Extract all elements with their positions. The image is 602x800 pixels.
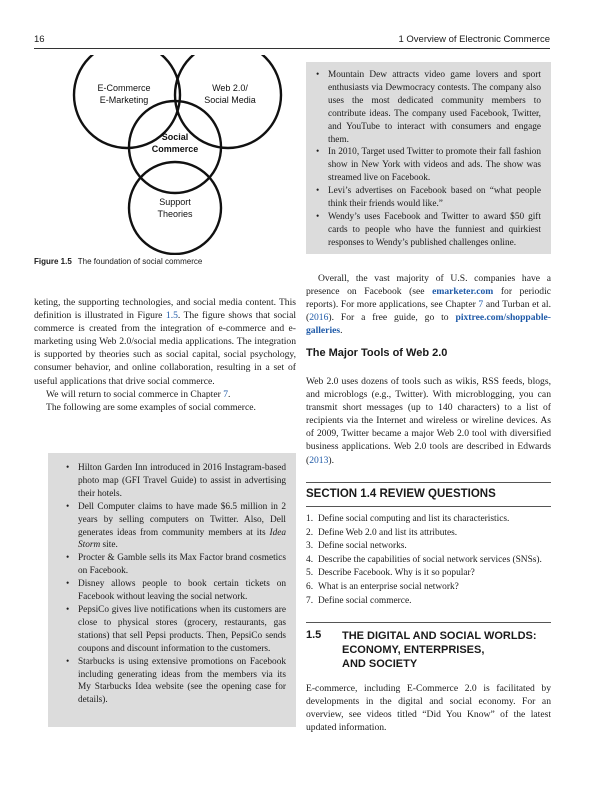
question-number: 1. [306, 514, 314, 524]
return-text: We will return to social commerce in Chapter [46, 388, 224, 400]
review-question [306, 513, 551, 527]
example-disney: • Disney allows people to book certain tickets on Facebook without leaving the social network. [78, 578, 286, 604]
question-number: 7. [306, 595, 314, 606]
review-question [306, 567, 551, 581]
dell-text: Dell Computer claims to have made $6.5 million in 2 years by selling computers on Twitter. Also, Dell generates ideas from community members at its [78, 501, 286, 538]
review-questions-list [306, 513, 551, 608]
overall-text-2: for periodic reports). For more applications, see Chapter [306, 286, 551, 311]
social-commerce-venn-diagram [60, 55, 290, 255]
overall-text-1: Overall, the vast majority of U.S. companies have a presence on Facebook (see [306, 273, 551, 298]
support-label-2: Theories [157, 209, 193, 219]
review-question [306, 581, 551, 595]
section-number: 1.5 [306, 629, 322, 641]
tools-text: Web 2.0 uses dozens of tools such as wikis, RSS feeds, blogs, and microblogs (e.g., Twitter). With microblogging, you can transmit short messages (up to 140 characters) to a list of recipients via the Internet and wireless or wireline devices. As of 2009, Twitter became a major Web 2.0 tool with diversified business applications. Web 2.0 tools are described in Edwards ( [306, 376, 551, 466]
idea-storm-italic: Idea Storm [78, 527, 287, 551]
question-number: 5. [306, 568, 314, 579]
question-text: What is an enterprise social network? [318, 581, 459, 592]
review-question [306, 595, 551, 609]
section-title-line-1: THE DIGITAL AND SOCIAL WORLDS: [342, 630, 537, 642]
edwards-2013-link[interactable]: 2013 [309, 454, 329, 466]
example-dell [78, 501, 286, 553]
overall-text-5: . [340, 325, 343, 337]
tools-paragraph [306, 375, 551, 467]
section-title-line-3: AND SOCIETY [342, 658, 418, 670]
definition-text-end: . The figure shows that social commerce is created from the integration of e-commerce and e-marketing using Web 2.0/social media applications. The integration is supported by theories such as social capital, social psychology, consumer behavior, and online collaboration, resulting in a set of useful applications that drive social commerce. [34, 310, 296, 387]
review-question [306, 540, 551, 554]
examples-box-left [48, 453, 296, 727]
support-theories-circle [129, 162, 221, 254]
review-question [306, 554, 551, 568]
ecommerce-label-2: E-Marketing [99, 95, 149, 105]
question-text: Define social computing and list its characteristics. [318, 514, 510, 524]
overall-text-3: and Turban et al. ( [306, 299, 551, 324]
question-text: Define social commerce. [318, 595, 412, 606]
web20-label-1: Web 2.0/ [212, 83, 248, 93]
overall-paragraph [306, 272, 551, 337]
digital-worlds-paragraph [306, 682, 551, 734]
example-starbucks: • Starbucks is using extensive promotions on Facebook including generating ideas from the members via its My Starbucks Idea website (see the opening case for details). [78, 656, 286, 708]
section-1-5-rule [306, 622, 551, 623]
figure-caption-text: The foundation of social commerce [77, 257, 203, 266]
review-heading-rule [306, 506, 551, 507]
dell-text-end: site. [100, 540, 118, 551]
social-commerce-label-1: Social [161, 132, 189, 142]
example-hilton: • Hilton Garden Inn introduced in 2016 Instagram-based photo map (GFI Travel Guide) to assist in advertising their hotels. [78, 462, 286, 501]
examples-box-right [306, 62, 551, 254]
chapter-7-link-left[interactable]: 7 [223, 388, 228, 400]
definition-text: keting, the supporting technologies, and social media content. This definition is illustrated in Figure [34, 297, 296, 322]
section-title [342, 629, 542, 671]
tools-heading: The Major Tools of Web 2.0 [306, 347, 448, 359]
emarketer-link[interactable]: emarketer.com [432, 286, 494, 298]
social-commerce-label-2: Commerce [151, 144, 199, 154]
review-top-rule [306, 482, 551, 483]
figure-1-5-link[interactable]: 1.5 [165, 310, 178, 322]
pixtree-link[interactable]: pixtree.com/shoppable-galleries [306, 312, 551, 337]
question-text: Describe Facebook. Why is it so popular? [318, 568, 475, 579]
review-heading: SECTION 1.4 REVIEW QUESTIONS [306, 488, 496, 500]
example-pepsico: • PepsiCo gives live notifications when its customers are close to physical stores (grocery, restaurants, gas stations) that sell Pepsi products. Then, PepsiCo sends coupons and discount information to the customers. [78, 604, 286, 656]
page-number: 16 [34, 34, 45, 45]
review-question [306, 527, 551, 541]
web20-label-2: Social Media [204, 95, 256, 105]
tools-text-end: ). [328, 454, 334, 466]
question-text: Define Web 2.0 and list its attributes. [318, 527, 458, 538]
support-label-1: Support [159, 197, 191, 207]
overall-text-4: ). For a free guide, go to [328, 312, 456, 324]
question-text: Describe the capabilities of social network services (SNSs). [318, 554, 542, 565]
example-target: • In 2010, Target used Twitter to promote their fall fashion show in New York with videos and ads. The show was streamed live on Facebook. [328, 146, 541, 185]
example-levis: • Levi’s advertises on Facebook based on “what people think their friends would like.” [328, 185, 541, 211]
examples-intro: The following are some examples of social commerce. [46, 401, 256, 413]
question-number: 6. [306, 581, 314, 592]
example-mountain-dew: • Mountain Dew attracts video game lovers and sport enthusiasts via Dewmocracy contests. The company also uses the most dedicated community members to contribute ideas. The company used Facebook, Twitter, and YouTube to interact with consumers and engage them. [328, 69, 541, 146]
chapter-title: 1 Overview of Electronic Commerce [398, 34, 550, 45]
figure-caption [34, 257, 202, 266]
chapter-7-link[interactable]: 7 [478, 299, 484, 311]
question-number: 4. [306, 554, 314, 565]
ecommerce-label-1: E-Commerce [97, 83, 151, 93]
section-title-line-2: ECONOMY, ENTERPRISES, [342, 644, 485, 656]
header-rule [34, 48, 550, 49]
turban-2016-link[interactable]: 2016 [309, 312, 329, 324]
example-procter-gamble: • Procter & Gamble sells its Max Factor brand cosmetics on Facebook. [78, 552, 286, 578]
figure-caption-label: Figure 1.5 [34, 257, 72, 266]
return-text-end: . [227, 388, 231, 400]
question-number: 2. [306, 527, 314, 538]
question-number: 3. [306, 541, 314, 552]
left-text-block [34, 296, 296, 414]
example-wendys: • Wendy’s uses Facebook and Twitter to award $50 gift cards to people who have the funniest and quirkiest responses to Wendy’s published challenges online. [328, 211, 541, 250]
question-text: Define social networks. [318, 541, 407, 552]
digital-worlds-text: E-commerce, including E-Commerce 2.0 is facilitated by developments in the digital and social economy. For an overview, see videos titled “Did You Know” of the latest updated information. [306, 683, 551, 734]
